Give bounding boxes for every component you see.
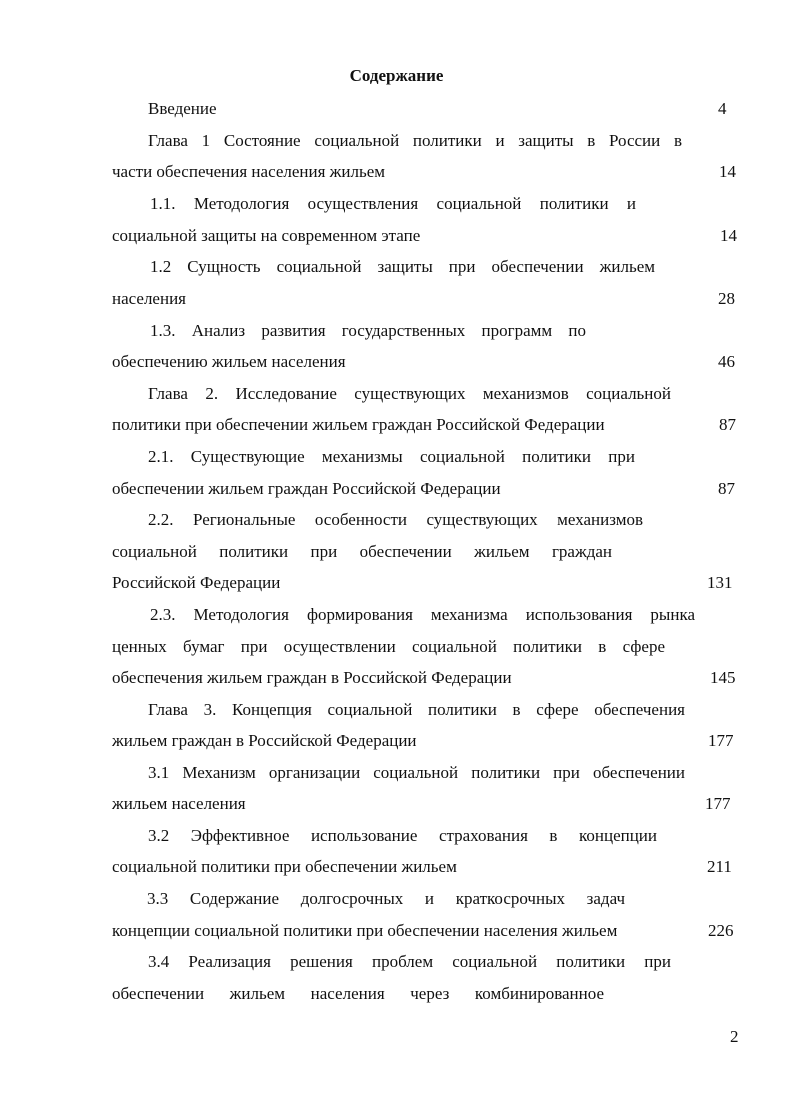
toc-page-number: 87 (719, 415, 736, 434)
toc-page-number: 177 (705, 794, 731, 813)
toc-entry-text: 3.2 Эффективное использование страхования в концепции (148, 826, 657, 845)
toc-entry-text: обеспечении жильем населения через комбинированное (112, 984, 604, 1003)
toc-entry-text: 1.3. Анализ развития государственных программ по (150, 321, 586, 340)
toc-entry-text: 3.3 Содержание долгосрочных и краткосрочных задач (147, 889, 625, 908)
toc-page-number: 46 (718, 352, 735, 371)
toc-page-number: 14 (719, 162, 736, 181)
page-number: 2 (730, 1027, 739, 1046)
toc-entry-text: 3.1 Механизм организации социальной политики при обеспечении (148, 763, 685, 782)
toc-page-number: 4 (718, 99, 727, 118)
toc-page-number: 87 (718, 479, 735, 498)
toc-entry-text: обеспечению жильем населения (112, 352, 346, 371)
toc-page-number: 211 (707, 857, 732, 876)
toc-entry-text: части обеспечения населения жильем (112, 162, 386, 181)
toc-page-number: 28 (718, 289, 735, 308)
toc-entry-text: 2.3. Методология формирования механизма использования рынка (150, 605, 695, 624)
toc-entry-text: жильем населения (112, 794, 246, 813)
toc-entry-text: Глава 1 Состояние социальной политики и защиты в России в (148, 131, 682, 150)
toc-entry-text: Глава 3. Концепция социальной политики в сфере обеспечения (148, 700, 685, 719)
toc-entry-text: 1.2 Сущность социальной защиты при обеспечении жильем (150, 257, 655, 276)
toc-entry-text: обеспечения жильем граждан в Российской Федерации (112, 668, 512, 687)
toc-entry-text: Глава 2. Исследование существующих механизмов социальной (148, 384, 671, 403)
toc-page-number: 226 (708, 921, 734, 940)
toc-entry-text: 3.4 Реализация решения проблем социальной политики при (148, 952, 671, 971)
toc-page-number: 145 (710, 668, 736, 687)
toc-entry-text: социальной защиты на современном этапе (112, 226, 421, 245)
toc-entry-text: социальной политики при обеспечении жильем (112, 857, 457, 876)
toc-entry-text: ценных бумаг при осуществлении социальной политики в сфере (112, 637, 665, 656)
page-title: Содержание (349, 66, 444, 85)
toc-entry-text: 2.1. Существующие механизмы социальной политики при (148, 447, 635, 466)
toc-entry-text: Введение (148, 99, 217, 118)
toc-entry-text: обеспечении жильем граждан Российской Федерации (112, 479, 501, 498)
toc-entry-text: жильем граждан в Российской Федерации (112, 731, 417, 750)
toc-entry-text: населения (112, 289, 186, 308)
toc-page-number: 131 (707, 573, 733, 592)
toc-entry-text: политики при обеспечении жильем граждан Российской Федерации (112, 415, 605, 434)
toc-entry-text: концепции социальной политики при обеспечении населения жильем (112, 921, 618, 940)
toc-entry-text: 1.1. Методология осуществления социальной политики и (150, 194, 636, 213)
toc-page-number: 177 (708, 731, 734, 750)
toc-entry-text: 2.2. Региональные особенности существующих механизмов (148, 510, 643, 529)
toc-entry-text: Российской Федерации (112, 573, 281, 592)
toc-entry-text: социальной политики при обеспечении жильем граждан (112, 542, 612, 561)
toc-page-number: 14 (720, 226, 737, 245)
